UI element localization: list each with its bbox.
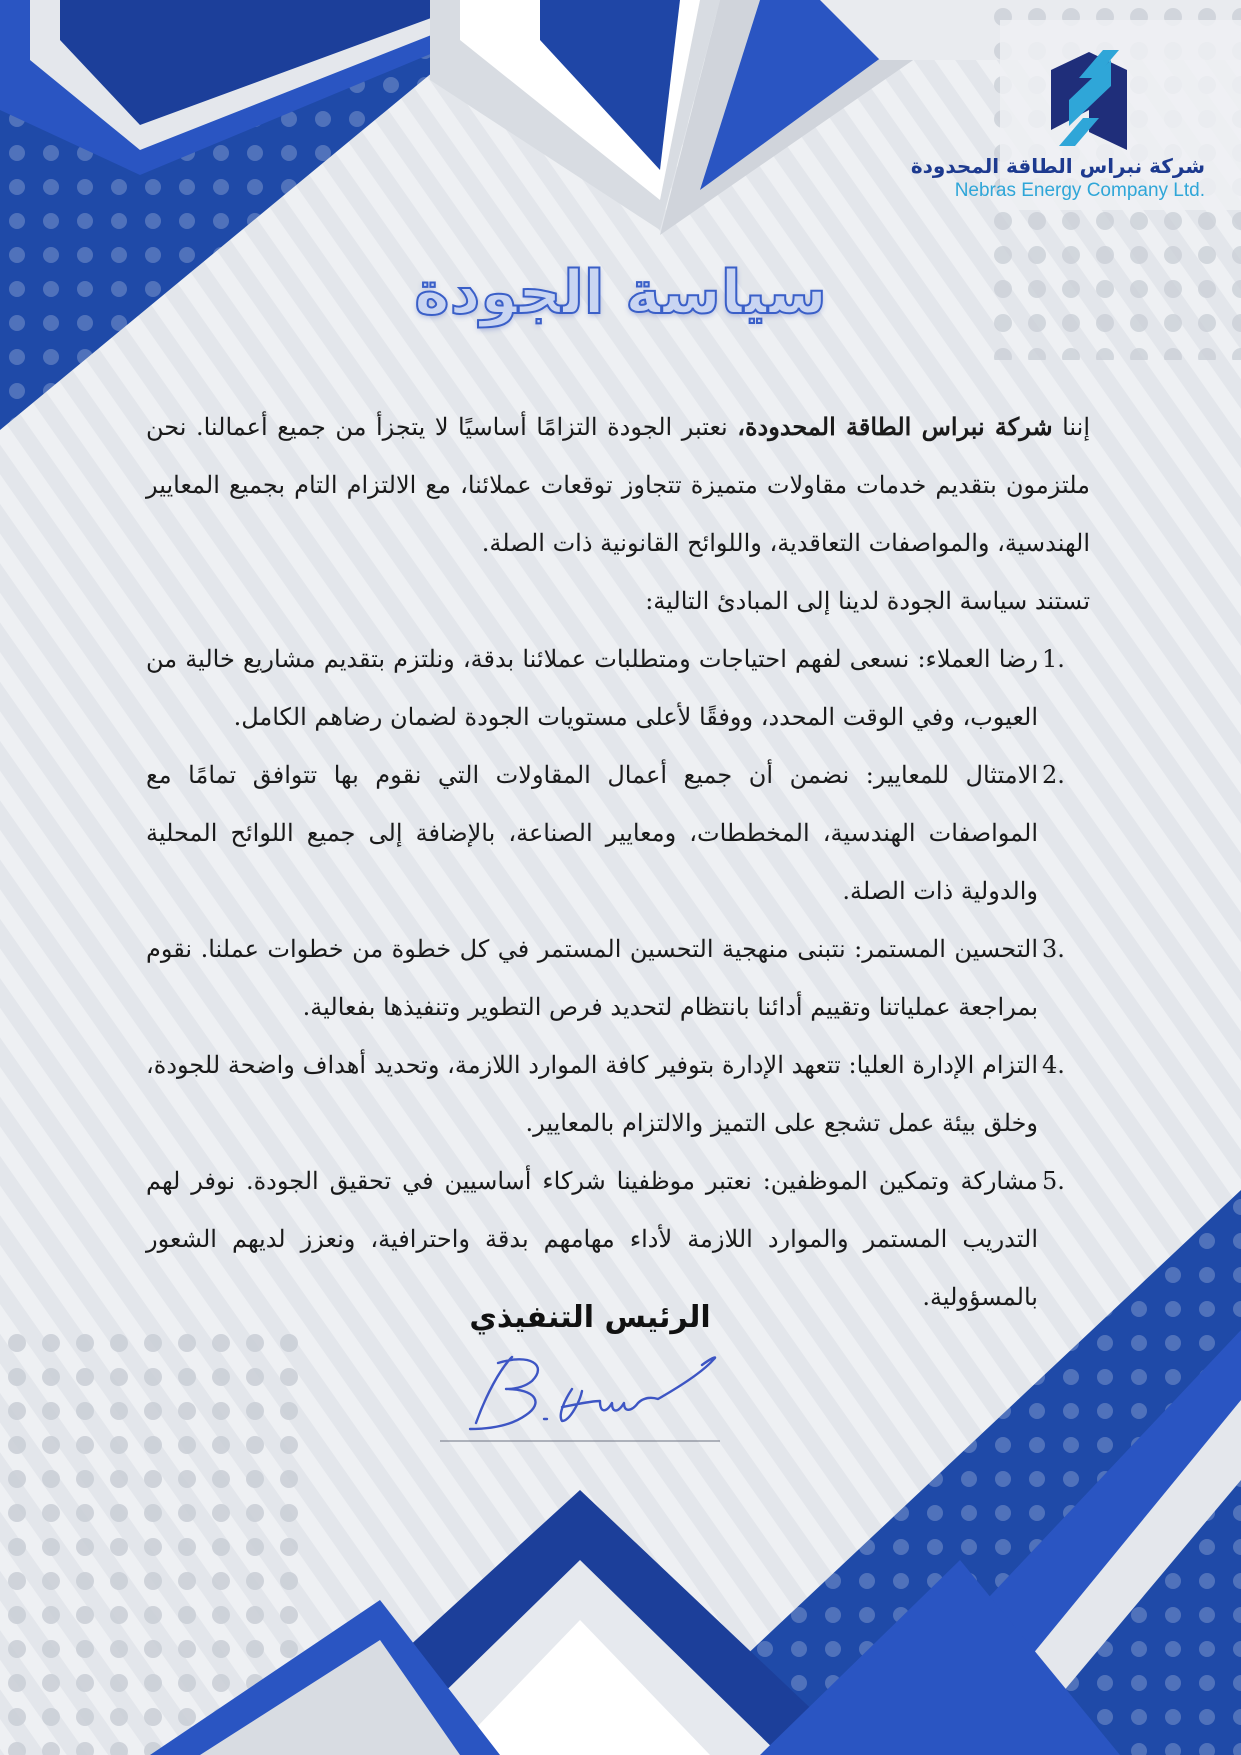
intro-paragraph: [146, 398, 1090, 572]
list-item-text: مشاركة وتمكين الموظفين: نعتبر موظفينا شركاء أساسيين في تحقيق الجودة. نوفر لهم التدريب المستمر والموارد اللازمة لأداء مهامهم بدقة واحترافية، ونعزز لديهم الشعور بالمسؤولية.: [146, 1167, 1038, 1311]
list-item: [146, 630, 1090, 746]
list-item-number: 1.: [1042, 645, 1065, 673]
list-item-text: الامتثال للمعايير: نضمن أن جميع أعمال المقاولات التي نقوم بها تتوافق تمامًا مع المواصفات الهندسية، المخططات، ومعايير الصناعة، بالإضافة إلى جميع اللوائح المحلية والدولية ذات الصلة.: [146, 761, 1039, 905]
handwritten-signature: [440, 1345, 720, 1455]
signature-block: [440, 1300, 720, 1455]
list-item: [146, 746, 1090, 920]
logo-mark-icon: [1049, 50, 1129, 152]
list-item: [146, 920, 1090, 1036]
policy-body: [146, 398, 1090, 1326]
signatory-title: الرئيس التنفيذي: [469, 1300, 711, 1335]
principles-intro: تستند سياسة الجودة لدينا إلى المبادئ التالية:: [645, 587, 1090, 615]
page-title: سياسة الجودة: [414, 258, 827, 328]
intro-text: نعتبر الجودة التزامًا أساسيًا لا يتجزأ من جميع أعمالنا. نحن ملتزمون بتقديم خدمات مقاولات متميزة تتجاوز توقعات عملائنا، مع الالتزام التام بجميع المعايير الهندسية، والمواصفات التعاقدية، واللوائح القانونية ذات الصلة.: [146, 413, 1090, 557]
company-name-english: Nebras Energy Company Ltd.: [954, 180, 1205, 201]
company-name-arabic: شركة نبراس الطاقة المحدودة: [910, 154, 1205, 178]
list-item: [146, 1036, 1090, 1152]
list-item-text: التزام الإدارة العليا: تتعهد الإدارة بتوفير كافة الموارد اللازمة، وتحديد أهداف واضحة للجودة، وخلق بيئة عمل تشجع على التميز والالتزام بالمعايير.: [146, 1051, 1038, 1137]
list-item-text: التحسين المستمر: نتبنى منهجية التحسين المستمر في كل خطوة من خطوات عملنا. نقوم بمراجعة عملياتنا وتقييم أدائنا بانتظام لتحديد فرص التطوير وتنفيذها بفعالية.: [146, 935, 1038, 1021]
intro-company-name: شركة نبراس الطاقة المحدودة،: [737, 412, 1053, 441]
list-item-number: 4.: [1042, 1051, 1065, 1079]
company-logo: [910, 50, 1205, 202]
principles-list: [146, 630, 1090, 1326]
list-item-number: 3.: [1042, 935, 1065, 963]
intro-prefix: إننا: [1062, 413, 1090, 441]
list-item-number: 2.: [1042, 761, 1065, 789]
list-item-text: رضا العملاء: نسعى لفهم احتياجات ومتطلبات عملائنا بدقة، ونلتزم بتقديم مشاريع خالية من العيوب، وفي الوقت المحدد، ووفقًا لأعلى مستويات الجودة لضمان رضاهم الكامل.: [146, 645, 1038, 731]
list-item-number: 5.: [1042, 1167, 1065, 1195]
